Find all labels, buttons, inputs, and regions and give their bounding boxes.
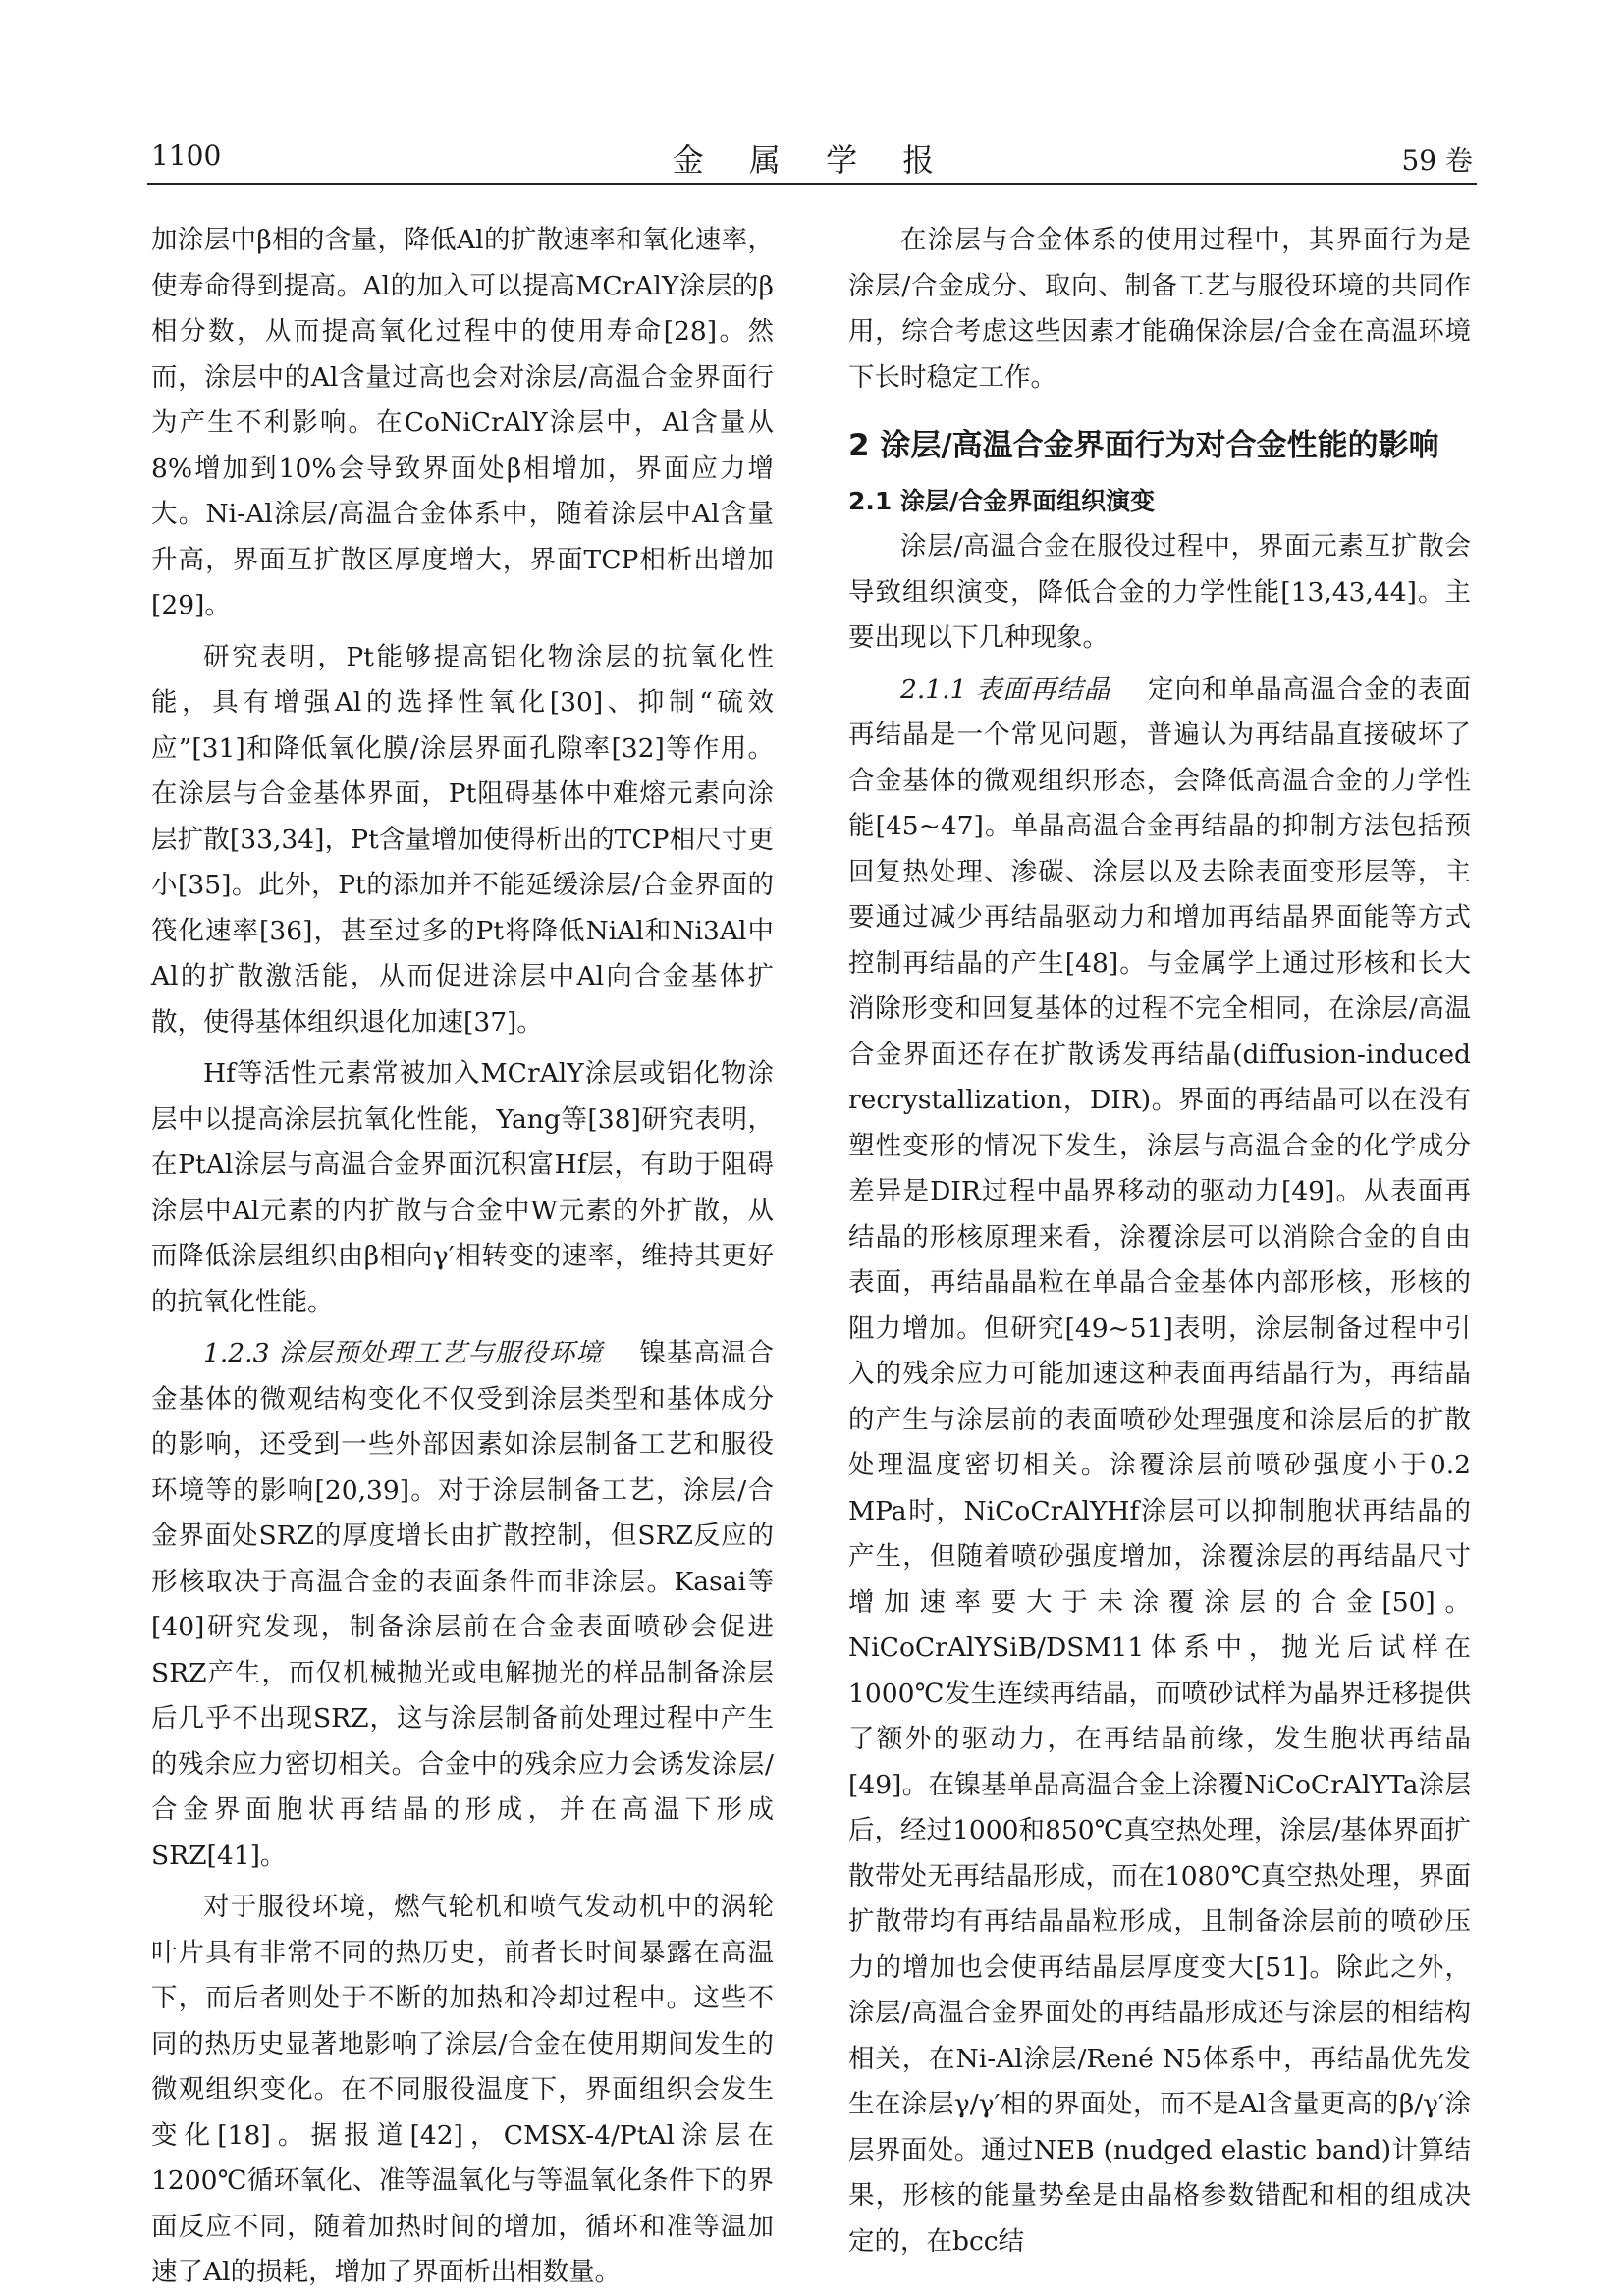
paragraph-pt-effect: 研究表明，Pt能够提高铝化物涂层的抗氧化性能，具有增强Al的选择性氧化[30]、抑制“硫效应”[31]和降低氧化膜/涂层界面孔隙率[32]等作用。在涂层与合金基体界面，Pt阻碍基体中难熔元素向涂层扩散[33,34]，Pt含量增加使得析出的TCP相尺寸更小[35]。此外，Pt的添加并不能延缓涂层/合金界面的筏化速率[36]，甚至过多的Pt将降低NiAl和Ni3Al中Al的扩散激活能，从而促进涂层中Al向合金基体扩散，使得基体组织退化加速[37]。 <box>151 641 774 1038</box>
right-column <box>848 218 1471 2265</box>
volume-label: 59 卷 <box>1401 144 1473 177</box>
paragraph-pretreatment-body: 镍基高温合金基体的微观结构变化不仅受到涂层类型和基体成分的影响，还受到一些外部因素如涂层制备工艺和服役环境等的影响[20,39]。对于涂层制备工艺，涂层/合金界面处SRZ的厚度增长由扩散控制，但SRZ反应的形核取决于高温合金的表面条件而非涂层。Kasai等[40]研究发现，制备涂层前在合金表面喷砂会促进SRZ产生，而仅机械抛光或电解抛光的样品制备涂层后几乎不出现SRZ，这与涂层制备前处理过程中产生的残余应力密切相关。合金中的残余应力会诱发涂层/合金界面胞状再结晶的形成，并在高温下形成SRZ[41]。 <box>151 1338 774 1871</box>
paragraph-evolution-intro: 涂层/高温合金在服役过程中，界面元素互扩散会导致组织演变，降低合金的力学性能[13,43,44]。主要出现以下几种现象。 <box>848 531 1471 653</box>
paragraph-service-environment: 对于服役环境，燃气轮机和喷气发动机中的涡轮叶片具有非常不同的热历史，前者长时间暴露在高温下，而后者则处于不断的加热和冷却过程中。这些不同的热历史显著地影响了涂层/合金在使用期间发生的微观组织变化。在不同服役温度下，界面组织会发生变化[18]。据报道[42]，CMSX-4/PtAl涂层在1200℃循环氧化、准等温氧化与等温氧化条件下的界面反应不同，随着加热时间的增加，循环和准等温加速了Al的损耗，增加了界面析出相数量。 <box>151 1892 774 2287</box>
subsubsection-heading-2-1-1: 2.1.1 表面再结晶 <box>900 673 1111 705</box>
subsection-heading-2-1: 2.1 涂层/合金界面组织演变 <box>848 487 1156 515</box>
subsubsection-heading-1-2-3: 1.2.3 涂层预处理工艺与服役环境 <box>203 1338 603 1368</box>
paragraph-recrystallization-body: 定向和单晶高温合金的表面再结晶是一个常见问题，普遍认为再结晶直接破坏了合金基体的微观组织形态，会降低高温合金的力学性能[45~47]。单晶高温合金再结晶的抑制方法包括预回复热处理、渗碳、涂层以及去除表面变形层等，主要通过减少再结晶驱动力和增加再结晶界面能等方式控制再结晶的产生[48]。与金属学上通过形核和长大消除形变和回复基体的过程不完全相同，在涂层/高温合金界面还存在扩散诱发再结晶(diffusion-induced recrystallization，DIR)。界面的再结晶可以在没有塑性变形的情况下发生，涂层与高温合金的化学成分差异是DIR过程中晶界移动的驱动力[49]。从表面再结晶的形核原理来看，涂覆涂层可以消除合金的自由表面，再结晶晶粒在单晶合金基体内部形核，形核的阻力增加。但研究[49~51]表明，涂层制备过程中引入的残余应力可能加速这种表面再结晶行为，再结晶的产生与涂层前的表面喷砂处理强度和涂层后的扩散处理温度密切相关。涂覆涂层前喷砂强度小于0.2 MPa时，NiCoCrAlYHf涂层可以抑制胞状再结晶的产生，但随着喷砂强度增加，涂覆涂层的再结晶尺寸增加速率要大于未涂覆涂层的合金[50]。NiCoCrAlYSiB/DSM11体系中，抛光后试样在1000℃发生连续再结晶，而喷砂试样为晶界迁移提供了额外的驱动力，在再结晶前缘，发生胞状再结晶[49]。在镍基单晶高温合金上涂覆NiCoCrAlYTa涂层后，经过1000和850℃真空热处理，涂层/基体界面扩散带处无再结晶形成，而在1080℃真空热处理，界面扩散带均有再结晶晶粒形成，且制备涂层前的喷砂压力的增加也会使再结晶层厚度变大[51]。除此之外，涂层/高温合金界面处的再结晶形成还与涂层的相结构相关，在Ni-Al涂层/René N5体系中，再结晶优先发生在涂层γ/γ′相的界面处，而不是Al含量更高的β/γ′涂层界面处。通过NEB (nudged elastic band)计算结果，形核的能量势垒是由晶格参数错配和相的组成决定的，在bcc结 <box>848 673 1471 2257</box>
running-header <box>147 135 1477 185</box>
journal-title: 金 属 学 报 <box>672 141 952 179</box>
paragraph-pretreatment <box>151 1331 774 1879</box>
paragraph-hf-effect: Hf等活性元素常被加入MCrAlY涂层或铝化物涂层中以提高涂层抗氧化性能，Yang等[38]研究表明，在PtAl涂层与高温合金界面沉积富Hf层，有助于阻碍涂层中Al元素的内扩散与合金中W元素的外扩散，从而降低涂层组织由β相向γ′相转变的速率，维持其更好的抗氧化性能。 <box>151 1058 774 1317</box>
left-column <box>151 218 774 2296</box>
page-number: 1100 <box>151 139 222 172</box>
paragraph-recrystallization <box>848 667 1471 2266</box>
paragraph-continued: 加涂层中β相的含量，降低Al的扩散速率和氧化速率，使寿命得到提高。Al的加入可以提高MCrAlY涂层的β相分数，从而提高氧化过程中的使用寿命[28]。然而，涂层中的Al含量过高也会对涂层/高温合金界面行为产生不利影响。在CoNiCrAlY涂层中，Al含量从8%增加到10%会导致界面处β相增加，界面应力增大。Ni-Al涂层/高温合金体系中，随着涂层中Al含量升高，界面互扩散区厚度增大，界面TCP相析出增加[29]。 <box>151 225 774 620</box>
section-heading-2: 2 涂层/高温合金界面行为对合金性能的影响 <box>848 428 1439 463</box>
paragraph-summary: 在涂层与合金体系的使用过程中，其界面行为是涂层/合金成分、取向、制备工艺与服役环境的共同作用，综合考虑这些因素才能确保涂层/合金在高温环境下长时稳定工作。 <box>848 225 1471 393</box>
